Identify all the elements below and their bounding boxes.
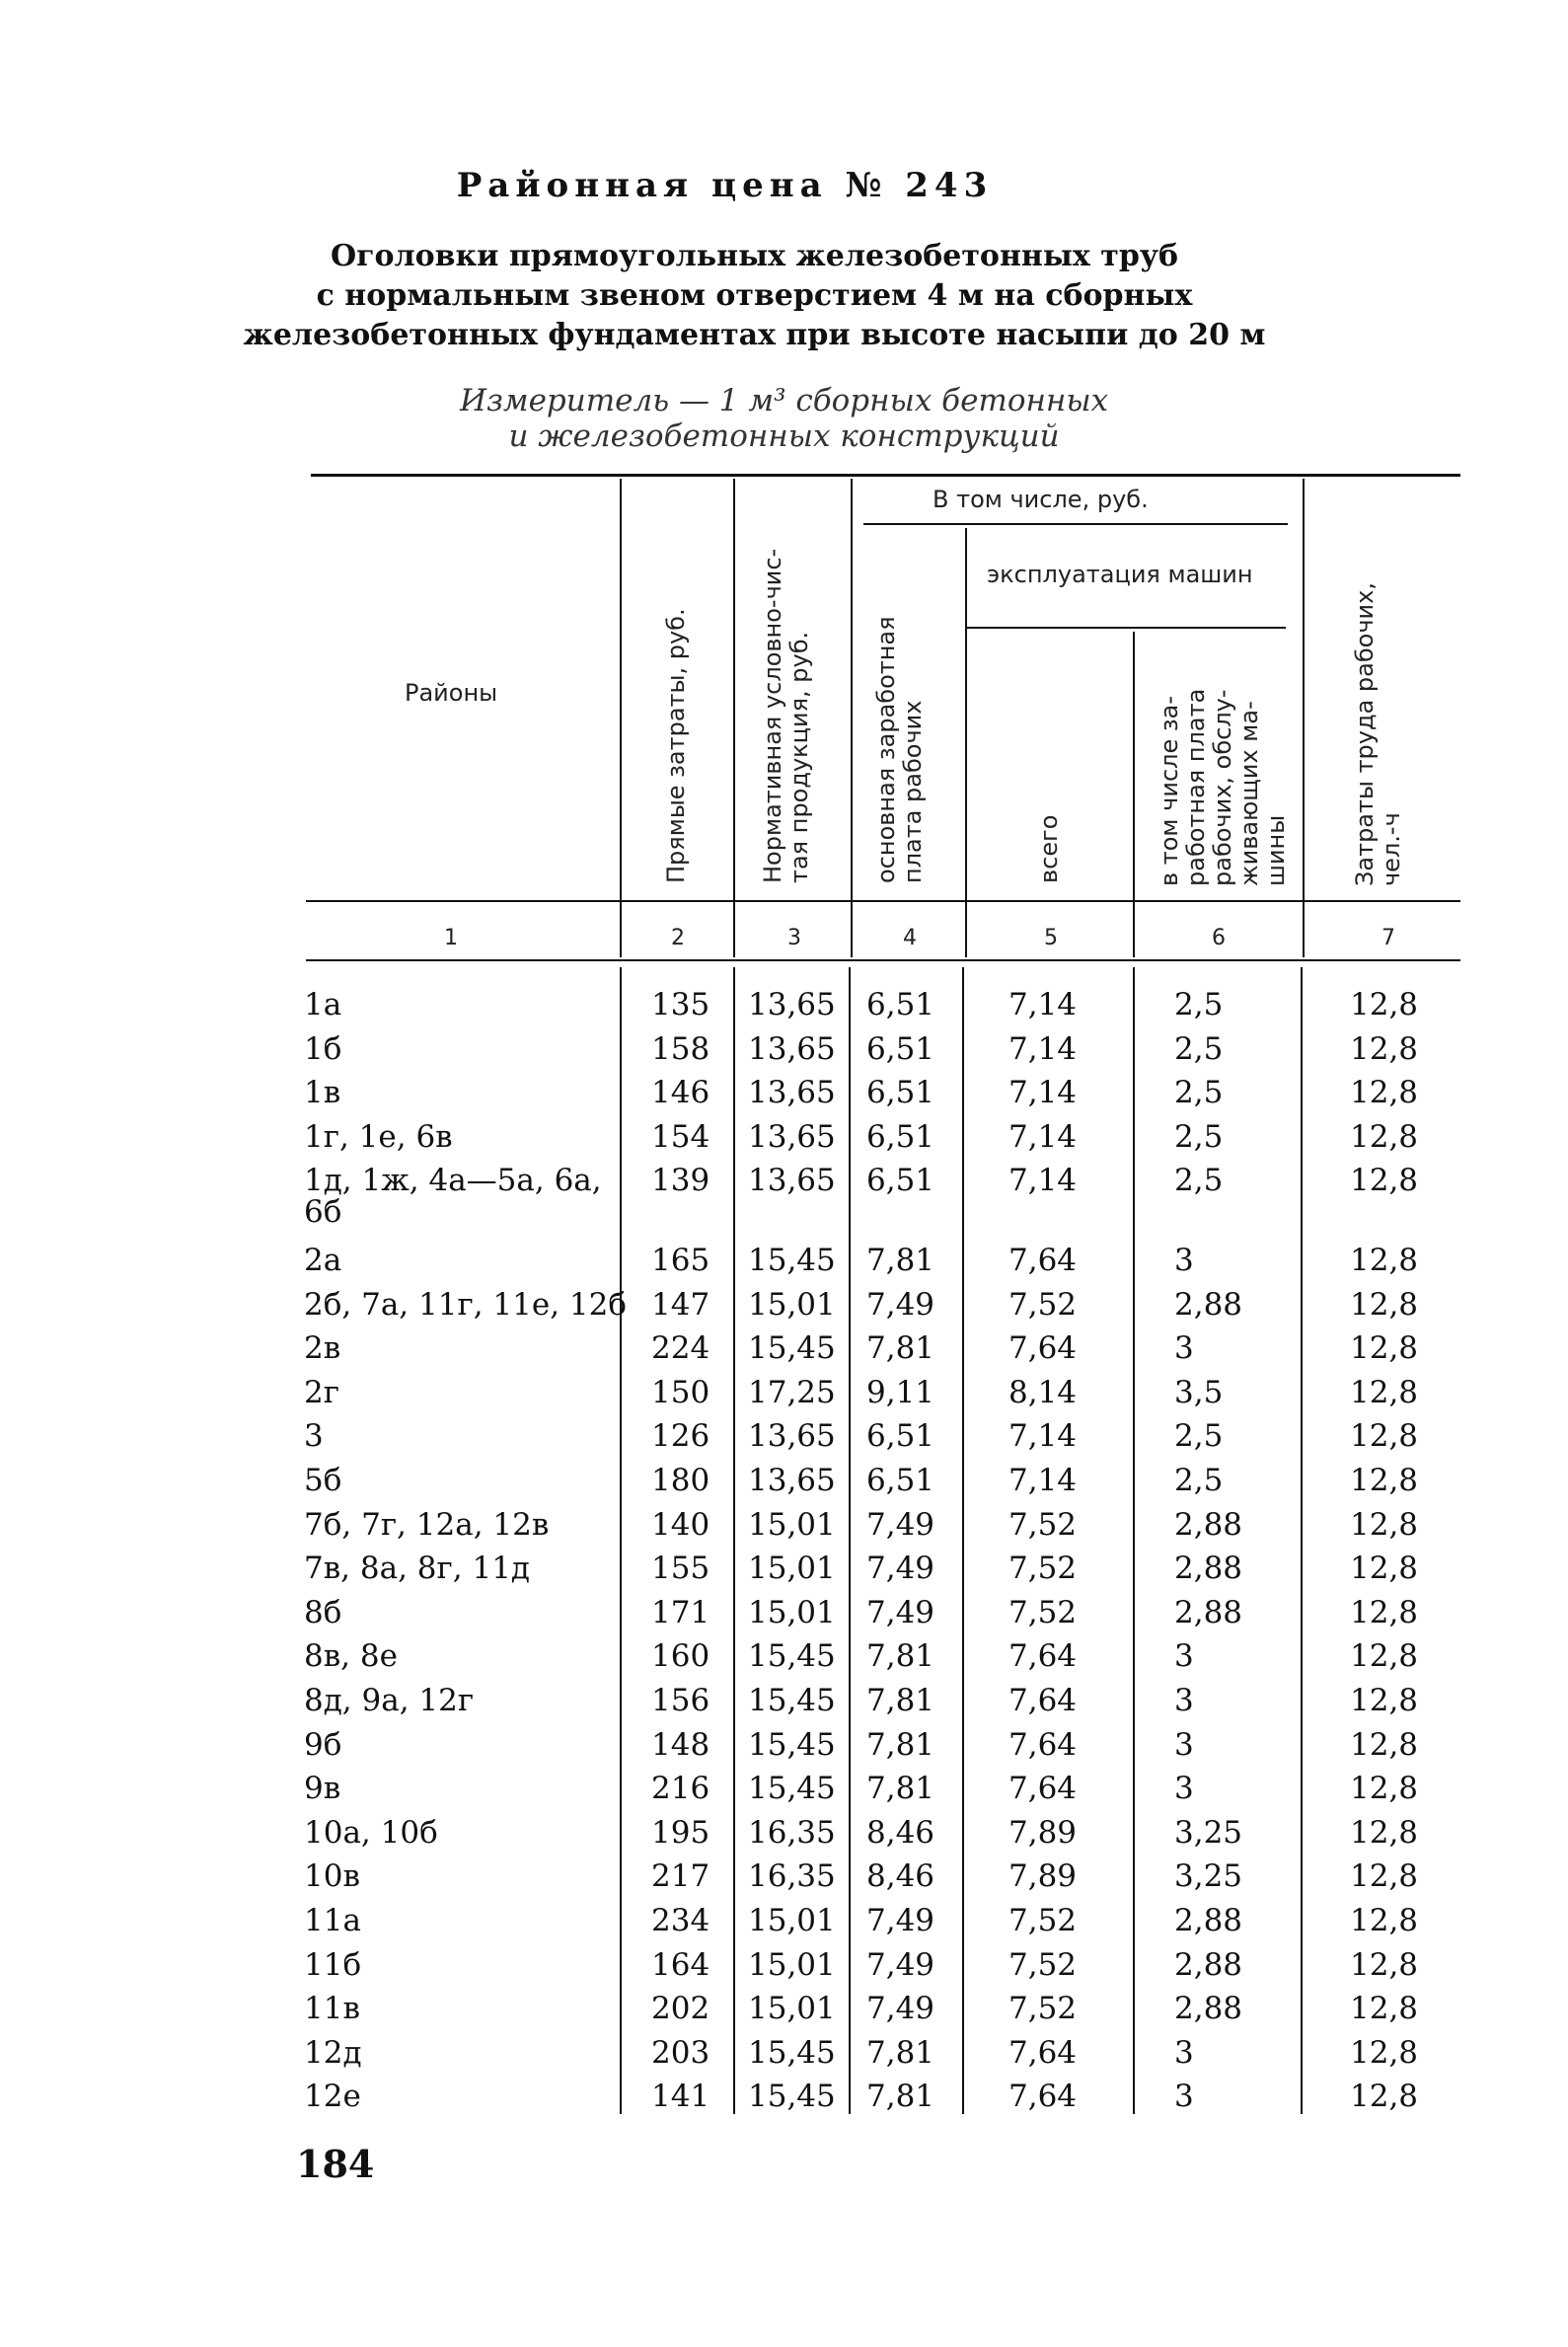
- cell-labor: 12,8: [1350, 1638, 1419, 1675]
- cell-direct: 156: [651, 1683, 710, 1718]
- cell-wage: 7,49: [866, 1506, 935, 1543]
- cell-nup: 13,65: [748, 1075, 836, 1111]
- cell-labor: 12,8: [1350, 1163, 1419, 1199]
- cell-total: 7,64: [1008, 1243, 1078, 1278]
- cell-nup: 13,65: [748, 1463, 836, 1498]
- cell-region: 11а: [304, 1903, 361, 1938]
- cell-nup: 15,45: [748, 2079, 836, 2115]
- cell-total: 7,52: [1008, 1991, 1078, 2027]
- cell-region: 2г: [304, 1374, 339, 1410]
- cell-wage: 7,81: [866, 2034, 935, 2071]
- cell-region: 1г, 1е, 6в: [304, 1118, 453, 1155]
- measure-line: и железобетонных конструкций: [508, 418, 1060, 454]
- cell-total: 7,52: [1008, 1946, 1078, 1983]
- cell-wage: 6,51: [866, 1118, 935, 1155]
- cell-incl: 3: [1174, 1243, 1194, 1278]
- cell-nup: 15,45: [748, 1771, 836, 1807]
- cell-region-continued: 6б: [304, 1194, 342, 1231]
- cell-wage: 8,46: [866, 1814, 935, 1851]
- cell-labor: 12,8: [1350, 1991, 1419, 2027]
- cell-region: 8в, 8е: [304, 1638, 398, 1675]
- cell-labor: 12,8: [1350, 1286, 1419, 1323]
- cell-direct: 160: [651, 1638, 710, 1675]
- cell-nup: 16,35: [748, 1858, 836, 1895]
- cell-wage: 7,49: [866, 1594, 935, 1630]
- cell-nup: 15,01: [748, 1286, 836, 1323]
- cell-region: 11в: [304, 1991, 360, 2027]
- cell-incl: 2,5: [1174, 1463, 1224, 1498]
- cell-incl: 2,88: [1174, 1946, 1243, 1983]
- cell-total: 7,14: [1008, 1463, 1078, 1498]
- cell-total: 7,64: [1008, 2079, 1078, 2115]
- cell-wage: 7,81: [866, 1330, 935, 1367]
- header-labor: [1352, 582, 1405, 886]
- col-divider: [1133, 967, 1135, 2114]
- header-machines: эксплуатация машин: [987, 561, 1253, 588]
- cell-incl: 2,5: [1174, 1118, 1224, 1155]
- cell-region: 10а, 10б: [304, 1814, 438, 1851]
- cell-region: 10в: [304, 1858, 360, 1895]
- col-divider: [965, 528, 967, 957]
- cell-total: 8,14: [1008, 1374, 1078, 1410]
- cell-incl: 3,5: [1174, 1374, 1224, 1410]
- page-title: Районная цена № 243: [456, 166, 994, 205]
- cell-region: 2а: [304, 1243, 342, 1278]
- column-number: 2: [671, 926, 685, 950]
- cell-region: 1д, 1ж, 4а—5а, 6а,: [304, 1163, 602, 1199]
- cell-wage: 7,49: [866, 1946, 935, 1983]
- cell-region: 2в: [304, 1330, 341, 1367]
- cell-direct: 148: [651, 1726, 710, 1763]
- column-number: 1: [444, 926, 458, 950]
- cell-labor: 12,8: [1350, 1683, 1419, 1718]
- cell-direct: 147: [651, 1286, 710, 1323]
- cell-wage: 7,81: [866, 1726, 935, 1763]
- cell-nup: 17,25: [748, 1374, 836, 1410]
- cell-region: 7б, 7г, 12а, 12в: [304, 1506, 550, 1543]
- cell-total: 7,52: [1008, 1506, 1078, 1543]
- cell-region: 8д, 9а, 12г: [304, 1683, 475, 1718]
- cell-incl: 3: [1174, 1683, 1194, 1718]
- cell-labor: 12,8: [1350, 1030, 1419, 1067]
- cell-direct: 141: [651, 2079, 710, 2115]
- cell-incl: 3: [1174, 2034, 1194, 2071]
- cell-labor: 12,8: [1350, 1118, 1419, 1155]
- col-divider: [851, 479, 853, 957]
- cell-total: 7,14: [1008, 987, 1078, 1022]
- cell-region: 12е: [304, 2079, 361, 2115]
- col-divider: [849, 967, 851, 2114]
- cell-total: 7,14: [1008, 1418, 1078, 1455]
- header-bottom-rule: [306, 900, 1460, 902]
- column-number: 7: [1381, 926, 1395, 950]
- cell-labor: 12,8: [1350, 2034, 1419, 2071]
- cell-direct: 203: [651, 2034, 710, 2071]
- cell-labor: 12,8: [1350, 1726, 1419, 1763]
- cell-incl: 3: [1174, 1771, 1194, 1807]
- cell-direct: 216: [651, 1771, 710, 1807]
- cell-labor: 12,8: [1350, 1418, 1419, 1455]
- cell-total: 7,52: [1008, 1286, 1078, 1323]
- cell-incl: 2,88: [1174, 1903, 1243, 1938]
- cell-direct: 139: [651, 1163, 710, 1199]
- cell-wage: 6,51: [866, 987, 935, 1022]
- header-line: рабочих, обслу-: [1209, 689, 1236, 886]
- cell-wage: 6,51: [866, 1418, 935, 1455]
- header-base-wage: [873, 616, 927, 883]
- cell-incl: 3,25: [1174, 1858, 1243, 1895]
- cell-direct: 135: [651, 987, 710, 1022]
- table-top-rule: [311, 474, 1460, 477]
- cell-nup: 15,01: [748, 1946, 836, 1983]
- subtitle: [0, 237, 1538, 355]
- cell-wage: 7,49: [866, 1991, 935, 2027]
- column-number: 5: [1044, 926, 1058, 950]
- cell-direct: 164: [651, 1946, 710, 1983]
- cell-direct: 126: [651, 1418, 710, 1455]
- column-number: 3: [787, 926, 801, 950]
- cell-direct: 202: [651, 1991, 710, 2027]
- header-regions: Районы: [405, 679, 498, 707]
- cell-region: 7в, 8а, 8г, 11д: [304, 1551, 531, 1587]
- cell-direct: 217: [651, 1858, 710, 1895]
- cell-direct: 154: [651, 1118, 710, 1155]
- cell-incl: 3: [1174, 1330, 1194, 1367]
- cell-region: 1б: [304, 1030, 342, 1067]
- cell-labor: 12,8: [1350, 1946, 1419, 1983]
- cell-total: 7,64: [1008, 1683, 1078, 1718]
- cell-labor: 12,8: [1350, 1771, 1419, 1807]
- cell-labor: 12,8: [1350, 1330, 1419, 1367]
- cell-incl: 2,5: [1174, 1418, 1224, 1455]
- cell-total: 7,89: [1008, 1858, 1078, 1895]
- cell-region: 3: [304, 1418, 324, 1455]
- cell-labor: 12,8: [1350, 1463, 1419, 1498]
- cell-nup: 15,01: [748, 1506, 836, 1543]
- cell-incl: 2,5: [1174, 1075, 1224, 1111]
- cell-incl: 2,88: [1174, 1286, 1243, 1323]
- cell-nup: 13,65: [748, 1418, 836, 1455]
- header-machines-total: всего: [1035, 814, 1063, 883]
- cell-labor: 12,8: [1350, 1243, 1419, 1278]
- cell-wage: 7,81: [866, 2079, 935, 2115]
- cell-incl: 2,88: [1174, 1506, 1243, 1543]
- cell-direct: 158: [651, 1030, 710, 1067]
- cell-nup: 13,65: [748, 987, 836, 1022]
- header-including: В том числе, руб.: [933, 486, 1149, 513]
- cell-direct: 155: [651, 1551, 710, 1587]
- cell-wage: 7,49: [866, 1286, 935, 1323]
- column-number: 4: [903, 926, 917, 950]
- cell-nup: 16,35: [748, 1814, 836, 1851]
- cell-labor: 12,8: [1350, 1075, 1419, 1111]
- cell-wage: 7,81: [866, 1683, 935, 1718]
- cell-region: 2б, 7а, 11г, 11е, 12б: [304, 1286, 628, 1323]
- cell-direct: 234: [651, 1903, 710, 1938]
- cell-nup: 15,45: [748, 1243, 836, 1278]
- cell-region: 9в: [304, 1771, 341, 1807]
- cell-incl: 3: [1174, 1726, 1194, 1763]
- cell-labor: 12,8: [1350, 1903, 1419, 1938]
- cell-nup: 13,65: [748, 1163, 836, 1199]
- header-line: Затраты труда рабочих,: [1351, 582, 1379, 886]
- cell-labor: 12,8: [1350, 2079, 1419, 2115]
- cell-labor: 12,8: [1350, 1374, 1419, 1410]
- header-line: живающих ма-: [1235, 701, 1263, 886]
- cell-incl: 2,5: [1174, 1030, 1224, 1067]
- cell-incl: 3,25: [1174, 1814, 1243, 1851]
- col-divider: [733, 479, 735, 957]
- cell-wage: 6,51: [866, 1463, 935, 1498]
- cell-total: 7,14: [1008, 1030, 1078, 1067]
- cell-wage: 6,51: [866, 1075, 935, 1111]
- header-line: Нормативная условно-чис-: [759, 548, 786, 883]
- col-divider: [620, 479, 622, 957]
- machines-rule: [965, 627, 1286, 629]
- cell-incl: 3: [1174, 1638, 1194, 1675]
- cell-direct: 195: [651, 1814, 710, 1851]
- cell-total: 7,64: [1008, 1771, 1078, 1807]
- cell-labor: 12,8: [1350, 1814, 1419, 1851]
- group-rule: [863, 523, 1288, 525]
- cell-labor: 12,8: [1350, 1594, 1419, 1630]
- cell-incl: 2,88: [1174, 1551, 1243, 1587]
- cell-total: 7,64: [1008, 2034, 1078, 2071]
- cell-incl: 2,88: [1174, 1991, 1243, 2027]
- cell-wage: 7,49: [866, 1903, 935, 1938]
- cell-total: 7,14: [1008, 1118, 1078, 1155]
- cell-wage: 7,81: [866, 1638, 935, 1675]
- cell-region: 12д: [304, 2034, 362, 2071]
- cell-nup: 15,01: [748, 1991, 836, 2027]
- col-divider: [1301, 967, 1303, 2114]
- cell-wage: 6,51: [866, 1030, 935, 1067]
- cell-incl: 3: [1174, 2079, 1194, 2115]
- cell-total: 7,89: [1008, 1814, 1078, 1851]
- cell-labor: 12,8: [1350, 1551, 1419, 1587]
- col-divider: [962, 967, 964, 2114]
- cell-total: 7,14: [1008, 1075, 1078, 1111]
- cell-nup: 15,01: [748, 1551, 836, 1587]
- cell-region: 5б: [304, 1463, 342, 1498]
- cell-labor: 12,8: [1350, 1858, 1419, 1895]
- price-table: [306, 474, 1460, 2132]
- header-line: плата рабочих: [899, 700, 927, 883]
- cell-nup: 15,45: [748, 1330, 836, 1367]
- cell-nup: 15,01: [748, 1594, 836, 1630]
- col-divider: [1303, 479, 1305, 957]
- cell-wage: 6,51: [866, 1163, 935, 1199]
- cell-nup: 15,45: [748, 1683, 836, 1718]
- cell-wage: 7,81: [866, 1771, 935, 1807]
- cell-labor: 12,8: [1350, 987, 1419, 1022]
- cell-direct: 180: [651, 1463, 710, 1498]
- header-line: шины: [1262, 814, 1290, 886]
- column-number: 6: [1212, 926, 1226, 950]
- col-divider: [620, 967, 622, 2114]
- cell-region: 8б: [304, 1594, 342, 1630]
- subtitle-line: железобетонных фундаментах при высоте насыпи до 20 м: [243, 318, 1266, 352]
- cell-direct: 171: [651, 1594, 710, 1630]
- header-line: работная плата: [1182, 688, 1210, 886]
- cell-total: 7,64: [1008, 1726, 1078, 1763]
- cell-nup: 15,45: [748, 1638, 836, 1675]
- cell-incl: 2,5: [1174, 987, 1224, 1022]
- cell-total: 7,52: [1008, 1551, 1078, 1587]
- col-divider: [733, 967, 735, 2114]
- header-line: тая продукция, руб.: [785, 631, 813, 883]
- cell-region: 11б: [304, 1946, 362, 1983]
- cell-nup: 13,65: [748, 1030, 836, 1067]
- cell-wage: 9,11: [866, 1374, 935, 1410]
- cell-nup: 15,01: [748, 1903, 836, 1938]
- measure-unit: [0, 383, 1568, 454]
- cell-total: 7,14: [1008, 1163, 1078, 1199]
- header-net-production: [760, 549, 813, 883]
- cell-total: 7,52: [1008, 1903, 1078, 1938]
- cell-direct: 140: [651, 1506, 710, 1543]
- cell-wage: 8,46: [866, 1858, 935, 1895]
- cell-direct: 150: [651, 1374, 710, 1410]
- cell-nup: 15,45: [748, 1726, 836, 1763]
- colnum-bottom-rule: [306, 959, 1460, 961]
- cell-incl: 2,88: [1174, 1594, 1243, 1630]
- cell-total: 7,64: [1008, 1330, 1078, 1367]
- header-line: в том числе за-: [1156, 695, 1183, 886]
- header-machines-wage: [1157, 689, 1290, 886]
- cell-total: 7,52: [1008, 1594, 1078, 1630]
- col-divider: [1133, 632, 1135, 957]
- cell-direct: 146: [651, 1075, 710, 1111]
- header-direct-costs: Прямые затраты, руб.: [662, 608, 690, 883]
- cell-region: 9б: [304, 1726, 342, 1763]
- page-number: 184: [296, 2142, 375, 2186]
- cell-direct: 165: [651, 1243, 710, 1278]
- subtitle-line: Оголовки прямоугольных железобетонных труб: [330, 239, 1179, 273]
- cell-direct: 224: [651, 1330, 710, 1367]
- cell-wage: 7,81: [866, 1243, 935, 1278]
- cell-total: 7,64: [1008, 1638, 1078, 1675]
- subtitle-line: с нормальным звеном отверстием 4 м на сборных: [316, 278, 1193, 313]
- header-line: основная заработная: [872, 616, 900, 883]
- cell-nup: 13,65: [748, 1118, 836, 1155]
- cell-wage: 7,49: [866, 1551, 935, 1587]
- header-line: чел.-ч: [1378, 812, 1405, 886]
- cell-incl: 2,5: [1174, 1163, 1224, 1199]
- cell-labor: 12,8: [1350, 1506, 1419, 1543]
- cell-nup: 15,45: [748, 2034, 836, 2071]
- cell-region: 1а: [304, 987, 342, 1022]
- cell-region: 1в: [304, 1075, 341, 1111]
- measure-line: Измеритель — 1 м³ сборных бетонных: [459, 383, 1109, 418]
